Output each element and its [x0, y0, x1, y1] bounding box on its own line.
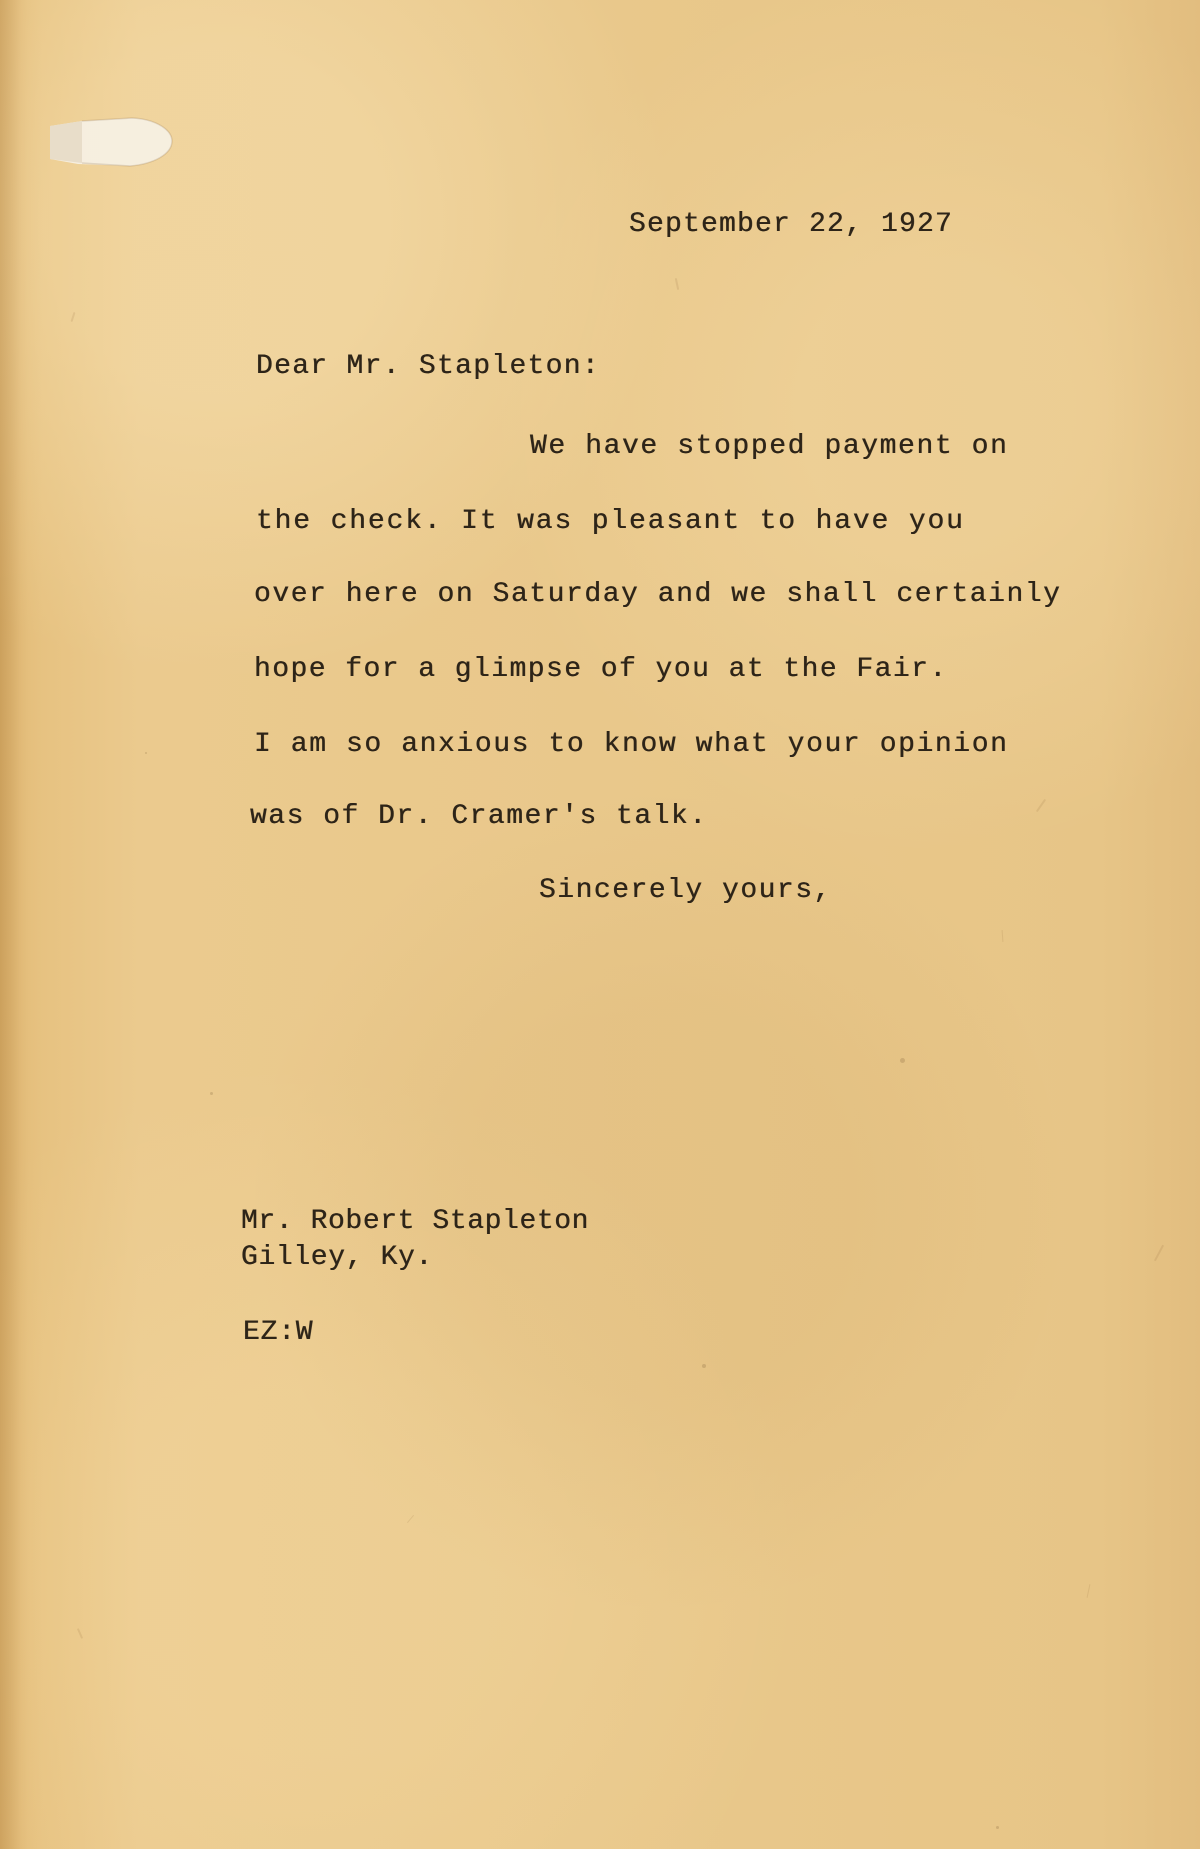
body-line-4: hope for a glimpse of you at the Fair. — [254, 654, 948, 685]
paper-fiber — [675, 278, 679, 290]
paper-speck — [900, 1058, 905, 1063]
paper-speck — [210, 1092, 213, 1095]
paper-fiber — [1087, 1584, 1091, 1598]
body-line-5: I am so anxious to know what your opinion — [254, 729, 1009, 760]
body-line-6: was of Dr. Cramer's talk. — [250, 801, 708, 832]
paper-speck — [145, 752, 147, 754]
paper-fiber — [1036, 799, 1046, 812]
recipient-location: Gilley, Ky. — [241, 1242, 433, 1273]
paper-fiber — [1002, 930, 1004, 942]
paper-fiber — [407, 1515, 414, 1523]
reference-initials: EZ:W — [243, 1317, 314, 1348]
salutation: Dear Mr. Stapleton: — [256, 351, 600, 382]
paper-fiber — [77, 1628, 83, 1639]
paper-fiber — [71, 312, 76, 322]
closing: Sincerely yours, — [539, 875, 832, 906]
body-line-2: the check. It was pleasant to have you — [256, 506, 965, 537]
body-line-1: We have stopped payment on — [530, 431, 1009, 462]
recipient-name: Mr. Robert Stapleton — [241, 1206, 590, 1237]
paper-fiber — [1154, 1245, 1164, 1262]
letter-date: September 22, 1927 — [629, 209, 954, 240]
paper-tab-mark — [48, 116, 174, 168]
body-line-3: over here on Saturday and we shall certainly — [254, 579, 1062, 610]
paper-left-edge — [0, 0, 42, 1849]
paper-speck — [996, 1826, 999, 1829]
paper-speck — [702, 1364, 706, 1368]
